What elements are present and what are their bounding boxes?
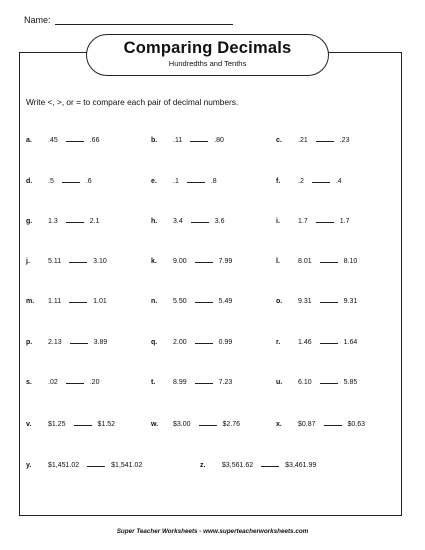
problem-item: [26, 460, 142, 469]
problem-letter: x.: [276, 421, 282, 428]
problem-left-value: $0.87: [298, 421, 316, 428]
answer-blank[interactable]: [320, 256, 338, 263]
problem-item: [151, 296, 232, 305]
problem-letter: k.: [151, 258, 157, 265]
problem-right-value: 1.7: [339, 218, 350, 225]
problem-right-value: .20: [89, 379, 100, 386]
answer-blank[interactable]: [66, 377, 84, 384]
problem-left-value: .11: [173, 137, 183, 144]
problem-right-value: .80: [214, 137, 224, 144]
answer-blank[interactable]: [195, 377, 213, 384]
worksheet-subtitle: Hundredths and Tenths: [168, 59, 247, 68]
answer-blank[interactable]: [261, 460, 279, 467]
problem-item: [151, 337, 232, 346]
problem-letter: z.: [200, 462, 206, 469]
problem-right-value: .66: [89, 137, 100, 144]
problem-right-value: 1.01: [93, 298, 107, 305]
problem-letter: i.: [276, 218, 280, 225]
answer-blank[interactable]: [66, 216, 84, 223]
problem-right-value: 3.6: [214, 218, 225, 225]
problem-left-value: .5: [48, 178, 54, 185]
problem-letter: f.: [276, 178, 281, 185]
answer-blank[interactable]: [195, 256, 213, 263]
problem-item: [276, 135, 349, 144]
problem-right-value: 5.85: [343, 379, 358, 386]
problem-right-value: 1.64: [343, 339, 358, 346]
problem-letter: l.: [276, 258, 280, 265]
problem-left-value: 8.01: [298, 258, 312, 265]
answer-blank[interactable]: [320, 377, 338, 384]
problem-left-value: .21: [298, 137, 308, 144]
problem-left-value: .1: [173, 178, 179, 185]
problem-right-value: 3.89: [93, 339, 108, 346]
problem-letter: b.: [151, 137, 158, 144]
problem-right-value: 0.99: [218, 339, 233, 346]
problem-item: [151, 135, 224, 144]
problem-letter: h.: [151, 218, 158, 225]
problem-left-value: 1.11: [48, 298, 62, 305]
problem-right-value: 3.10: [93, 258, 107, 265]
name-line[interactable]: [55, 14, 233, 25]
problem-item: [276, 216, 349, 225]
problem-letter: o.: [276, 298, 283, 305]
problem-left-value: $1.25: [48, 421, 66, 428]
title-banner: [86, 34, 329, 76]
problem-letter: q.: [151, 339, 158, 346]
problem-right-value: $1.52: [97, 421, 116, 428]
problem-left-value: 5.50: [173, 298, 187, 305]
problem-left-value: 9.31: [298, 298, 312, 305]
problem-left-value: $1,451.02: [48, 462, 80, 469]
problem-letter: j.: [26, 258, 30, 265]
problem-left-value: 2.13: [48, 339, 62, 346]
problem-left-value: .2: [298, 178, 304, 185]
problem-left-value: $3.00: [173, 421, 191, 428]
problem-left-value: 1.46: [298, 339, 312, 346]
answer-blank[interactable]: [195, 296, 213, 303]
answer-blank[interactable]: [69, 256, 87, 263]
problem-item: [151, 377, 232, 386]
problem-right-value: 8.10: [343, 258, 358, 265]
problem-letter: a.: [26, 137, 32, 144]
problem-left-value: 2.00: [173, 339, 187, 346]
problem-letter: v.: [26, 421, 32, 428]
answer-blank[interactable]: [320, 296, 338, 303]
problem-letter: y.: [26, 462, 32, 469]
problem-right-value: .6: [85, 178, 92, 185]
problem-item: [276, 377, 357, 386]
problem-letter: d.: [26, 178, 33, 185]
answer-blank[interactable]: [316, 216, 334, 223]
problem-right-value: .8: [210, 178, 217, 185]
answer-blank[interactable]: [70, 337, 88, 344]
answer-blank[interactable]: [69, 296, 87, 303]
problem-letter: n.: [151, 298, 158, 305]
problem-item: [26, 377, 99, 386]
problem-item: [26, 135, 99, 144]
problem-right-value: $0.63: [347, 421, 366, 428]
problem-left-value: $3,561.62: [222, 462, 254, 469]
problem-letter: r.: [276, 339, 281, 346]
answer-blank[interactable]: [316, 135, 334, 142]
problem-item: [276, 296, 357, 305]
problem-left-value: 6.10: [298, 379, 312, 386]
problem-item: [26, 419, 115, 428]
problem-item: [26, 296, 107, 305]
problem-item: [151, 176, 217, 185]
problem-letter: c.: [276, 137, 282, 144]
answer-blank[interactable]: [66, 135, 84, 142]
problem-letter: w.: [151, 421, 159, 428]
name-label: Name:: [24, 15, 51, 25]
problem-letter: p.: [26, 339, 33, 346]
problem-item: [151, 216, 224, 225]
worksheet-title: Comparing Decimals: [123, 39, 292, 57]
problem-right-value: .23: [339, 137, 350, 144]
instructions: Write <, >, or = to compare each pair of decimal numbers.: [26, 97, 239, 107]
problem-right-value: 5.49: [218, 298, 233, 305]
answer-blank[interactable]: [190, 135, 208, 142]
answer-blank[interactable]: [62, 176, 80, 183]
problem-right-value: $1,541.02: [111, 462, 143, 469]
answer-blank[interactable]: [320, 337, 338, 344]
answer-blank[interactable]: [187, 176, 205, 183]
answer-blank[interactable]: [312, 176, 330, 183]
worksheet-frame: [19, 52, 402, 516]
problem-item: [151, 256, 232, 265]
problem-letter: g.: [26, 218, 33, 225]
answer-blank[interactable]: [195, 337, 213, 344]
answer-blank[interactable]: [74, 419, 92, 426]
problem-letter: u.: [276, 379, 283, 386]
answer-blank[interactable]: [87, 460, 105, 467]
answer-blank[interactable]: [199, 419, 217, 426]
problem-item: [200, 460, 316, 469]
problem-item: [26, 216, 99, 225]
problem-right-value: 7.99: [218, 258, 233, 265]
problem-right-value: $3,461.99: [285, 462, 317, 469]
problem-right-value: 7.23: [218, 379, 233, 386]
problem-left-value: 9.00: [173, 258, 187, 265]
problem-right-value: $2.76: [222, 421, 241, 428]
problem-right-value: 2.1: [89, 218, 100, 225]
answer-blank[interactable]: [191, 216, 209, 223]
problem-letter: t.: [151, 379, 156, 386]
answer-blank[interactable]: [324, 419, 342, 426]
problem-right-value: 9.31: [343, 298, 358, 305]
problem-left-value: .45: [48, 137, 58, 144]
problem-right-value: .4: [335, 178, 342, 185]
problem-item: [151, 419, 240, 428]
problem-item: [276, 419, 365, 428]
problem-item: [26, 176, 92, 185]
problem-letter: e.: [151, 178, 157, 185]
problem-left-value: 1.7: [298, 218, 308, 225]
problem-left-value: 8.99: [173, 379, 187, 386]
problem-letter: s.: [26, 379, 32, 386]
problem-item: [276, 176, 342, 185]
problem-item: [276, 337, 357, 346]
problem-item: [276, 256, 357, 265]
problem-left-value: 3.4: [173, 218, 183, 225]
problem-item: [26, 337, 107, 346]
problem-letter: m.: [26, 298, 35, 305]
footer-credit: Super Teacher Worksheets - www.superteacherworksheets.com: [116, 528, 309, 535]
problem-left-value: .02: [48, 379, 58, 386]
problem-left-value: 1.3: [48, 218, 58, 225]
problem-left-value: 5.11: [48, 258, 62, 265]
name-field: [24, 14, 233, 25]
problem-item: [26, 256, 107, 265]
